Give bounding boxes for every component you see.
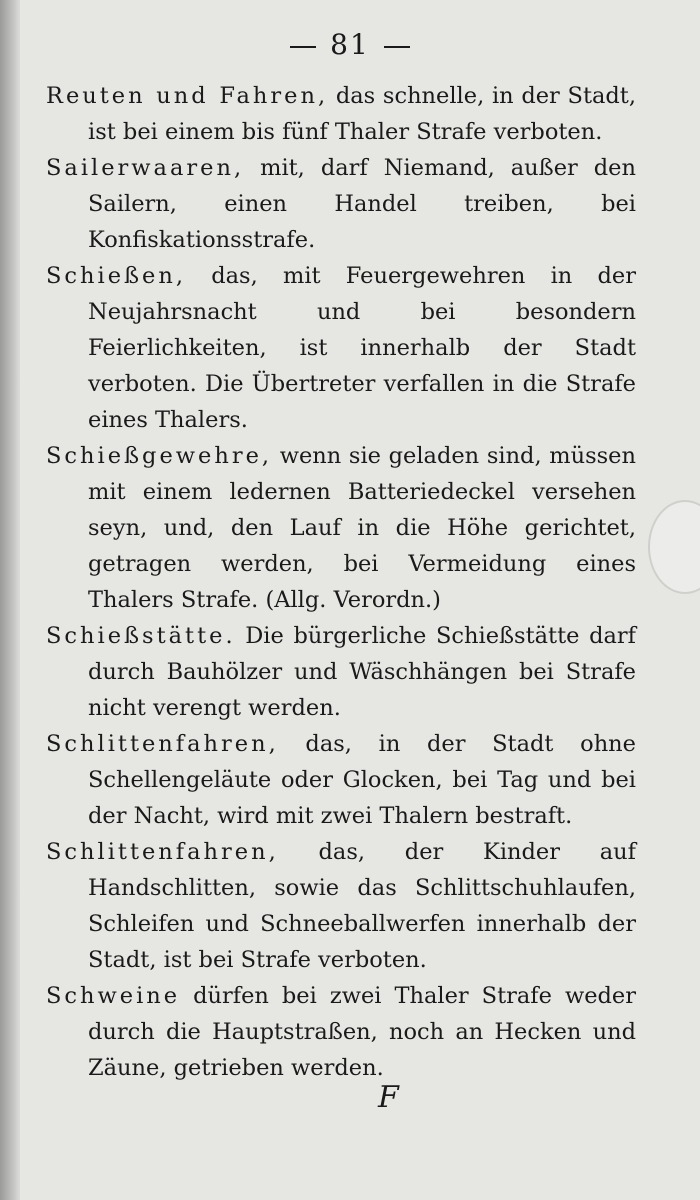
entry-headword: Schießen, — [46, 263, 187, 289]
entry-headword: Sailerwaaren, — [46, 155, 245, 181]
paper-stain — [648, 500, 700, 594]
entry-schweine — [46, 978, 636, 1086]
entry-text: dürfen bei zwei Thaler Strafe weder durch die Hauptstraßen, noch an Hecken und Zäune, getrieben werden. — [88, 983, 636, 1081]
signature-mark: F — [378, 1080, 399, 1115]
entry-text: das, mit Feuergewehren in der Neujahrsnacht und bei besondern Feierlichkeiten, ist innerhalb der Stadt verboten. Die Übertreter verfallen in die Strafe eines Thalers. — [88, 263, 636, 433]
entry-text: wenn sie geladen sind, müssen mit einem ledernen Batteriedeckel versehen seyn, und, den Lauf in die Höhe gerichtet, getragen werden, bei Vermeidung eines Thalers Strafe. (Allg. Verordn.) — [88, 443, 636, 613]
book-spine-shadow — [0, 0, 20, 1200]
entry-headword: Schlittenfahren, — [46, 839, 279, 865]
entry-schiessen — [46, 258, 636, 438]
entry-list — [46, 78, 636, 1086]
entry-headword: Schlittenfahren, — [46, 731, 279, 757]
page-number-header — [0, 28, 700, 61]
entry-text: mit, darf Niemand, außer den Sailern, einen Handel treiben, bei Konfiskationsstrafe. — [88, 155, 636, 253]
entry-reuten-fahren — [46, 78, 636, 150]
entry-text: das, der Kinder auf Handschlitten, sowie das Schlittschuhlaufen, Schleifen und Schneeballwerfen innerhalb der Stadt, ist bei Strafe verboten. — [88, 839, 636, 973]
dash-right — [384, 46, 410, 48]
entry-headword: Reuten und Fahren, — [46, 83, 329, 109]
entry-text: das schnelle, in der Stadt, ist bei einem bis fünf Thaler Strafe verboten. — [88, 83, 636, 145]
entry-schlittenfahren-kinder — [46, 834, 636, 978]
entry-schiessgewehre — [46, 438, 636, 618]
entry-sailerwaaren — [46, 150, 636, 258]
entry-headword: Schweine — [46, 983, 181, 1009]
dash-left — [290, 46, 316, 48]
entry-schlittenfahren-stadt — [46, 726, 636, 834]
entry-headword: Schießgewehre, — [46, 443, 273, 469]
entry-schiessstaette — [46, 618, 636, 726]
entry-text: das, in der Stadt ohne Schellengeläute oder Glocken, bei Tag und bei der Nacht, wird mit zwei Thalern bestraft. — [88, 731, 636, 829]
entry-headword: Schießstätte. — [46, 623, 236, 649]
page-number: 81 — [330, 28, 370, 61]
entry-text: Die bürgerliche Schießstätte darf durch Bauhölzer und Wäschhängen bei Strafe nicht verengt werden. — [88, 623, 636, 721]
